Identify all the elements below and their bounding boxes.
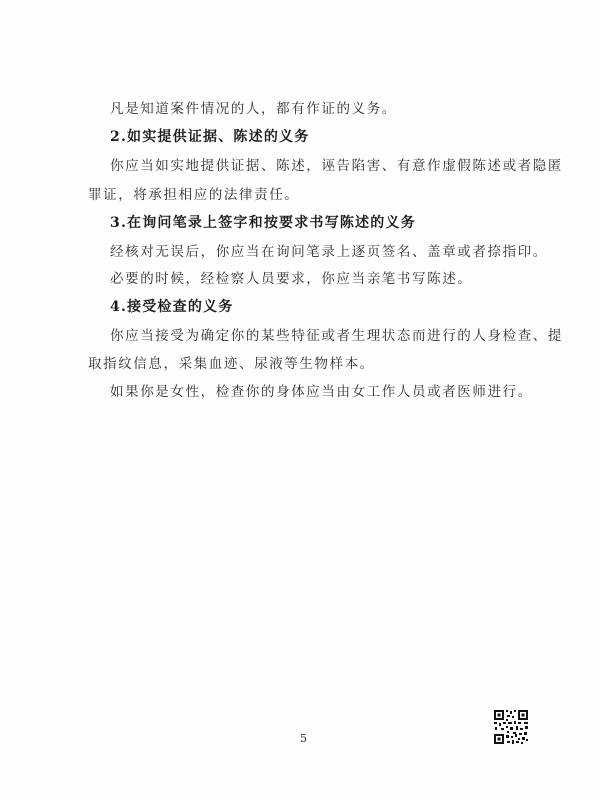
page-number: 5 — [300, 732, 307, 745]
section-heading-3: 3.在询问笔录上签字和按要求书写陈述的义务 — [110, 215, 416, 231]
paragraph-line: 必要的时候，经检察人员要求，你应当亲笔书写陈述。 — [110, 271, 473, 287]
paragraph-line: 你应当如实地提供证据、陈述，诬告陷害、有意作虚假陈述或者隐匿 — [110, 158, 563, 174]
section-heading-4: 4.接受检查的义务 — [110, 299, 234, 315]
paragraph-line: 你应当接受为确定你的某些特征或者生理状态而进行的人身检查、提 — [110, 328, 563, 344]
paragraph-line: 如果你是女性，检查你的身体应当由女工作人员或者医师进行。 — [110, 384, 533, 400]
paragraph-line: 凡是知道案件情况的人，都有作证的义务。 — [110, 101, 397, 117]
paragraph-line: 罪证，将承担相应的法律责任。 — [88, 187, 300, 203]
paragraph-line: 取指纹信息，采集血迹、尿液等生物样本。 — [88, 356, 375, 372]
qr-code-icon — [493, 709, 529, 745]
paragraph-line: 经核对无误后，你应当在询问笔录上逐页签名、盖章或者捺指印。 — [110, 244, 548, 260]
section-heading-2: 2.如实提供证据、陈述的义务 — [110, 129, 310, 145]
